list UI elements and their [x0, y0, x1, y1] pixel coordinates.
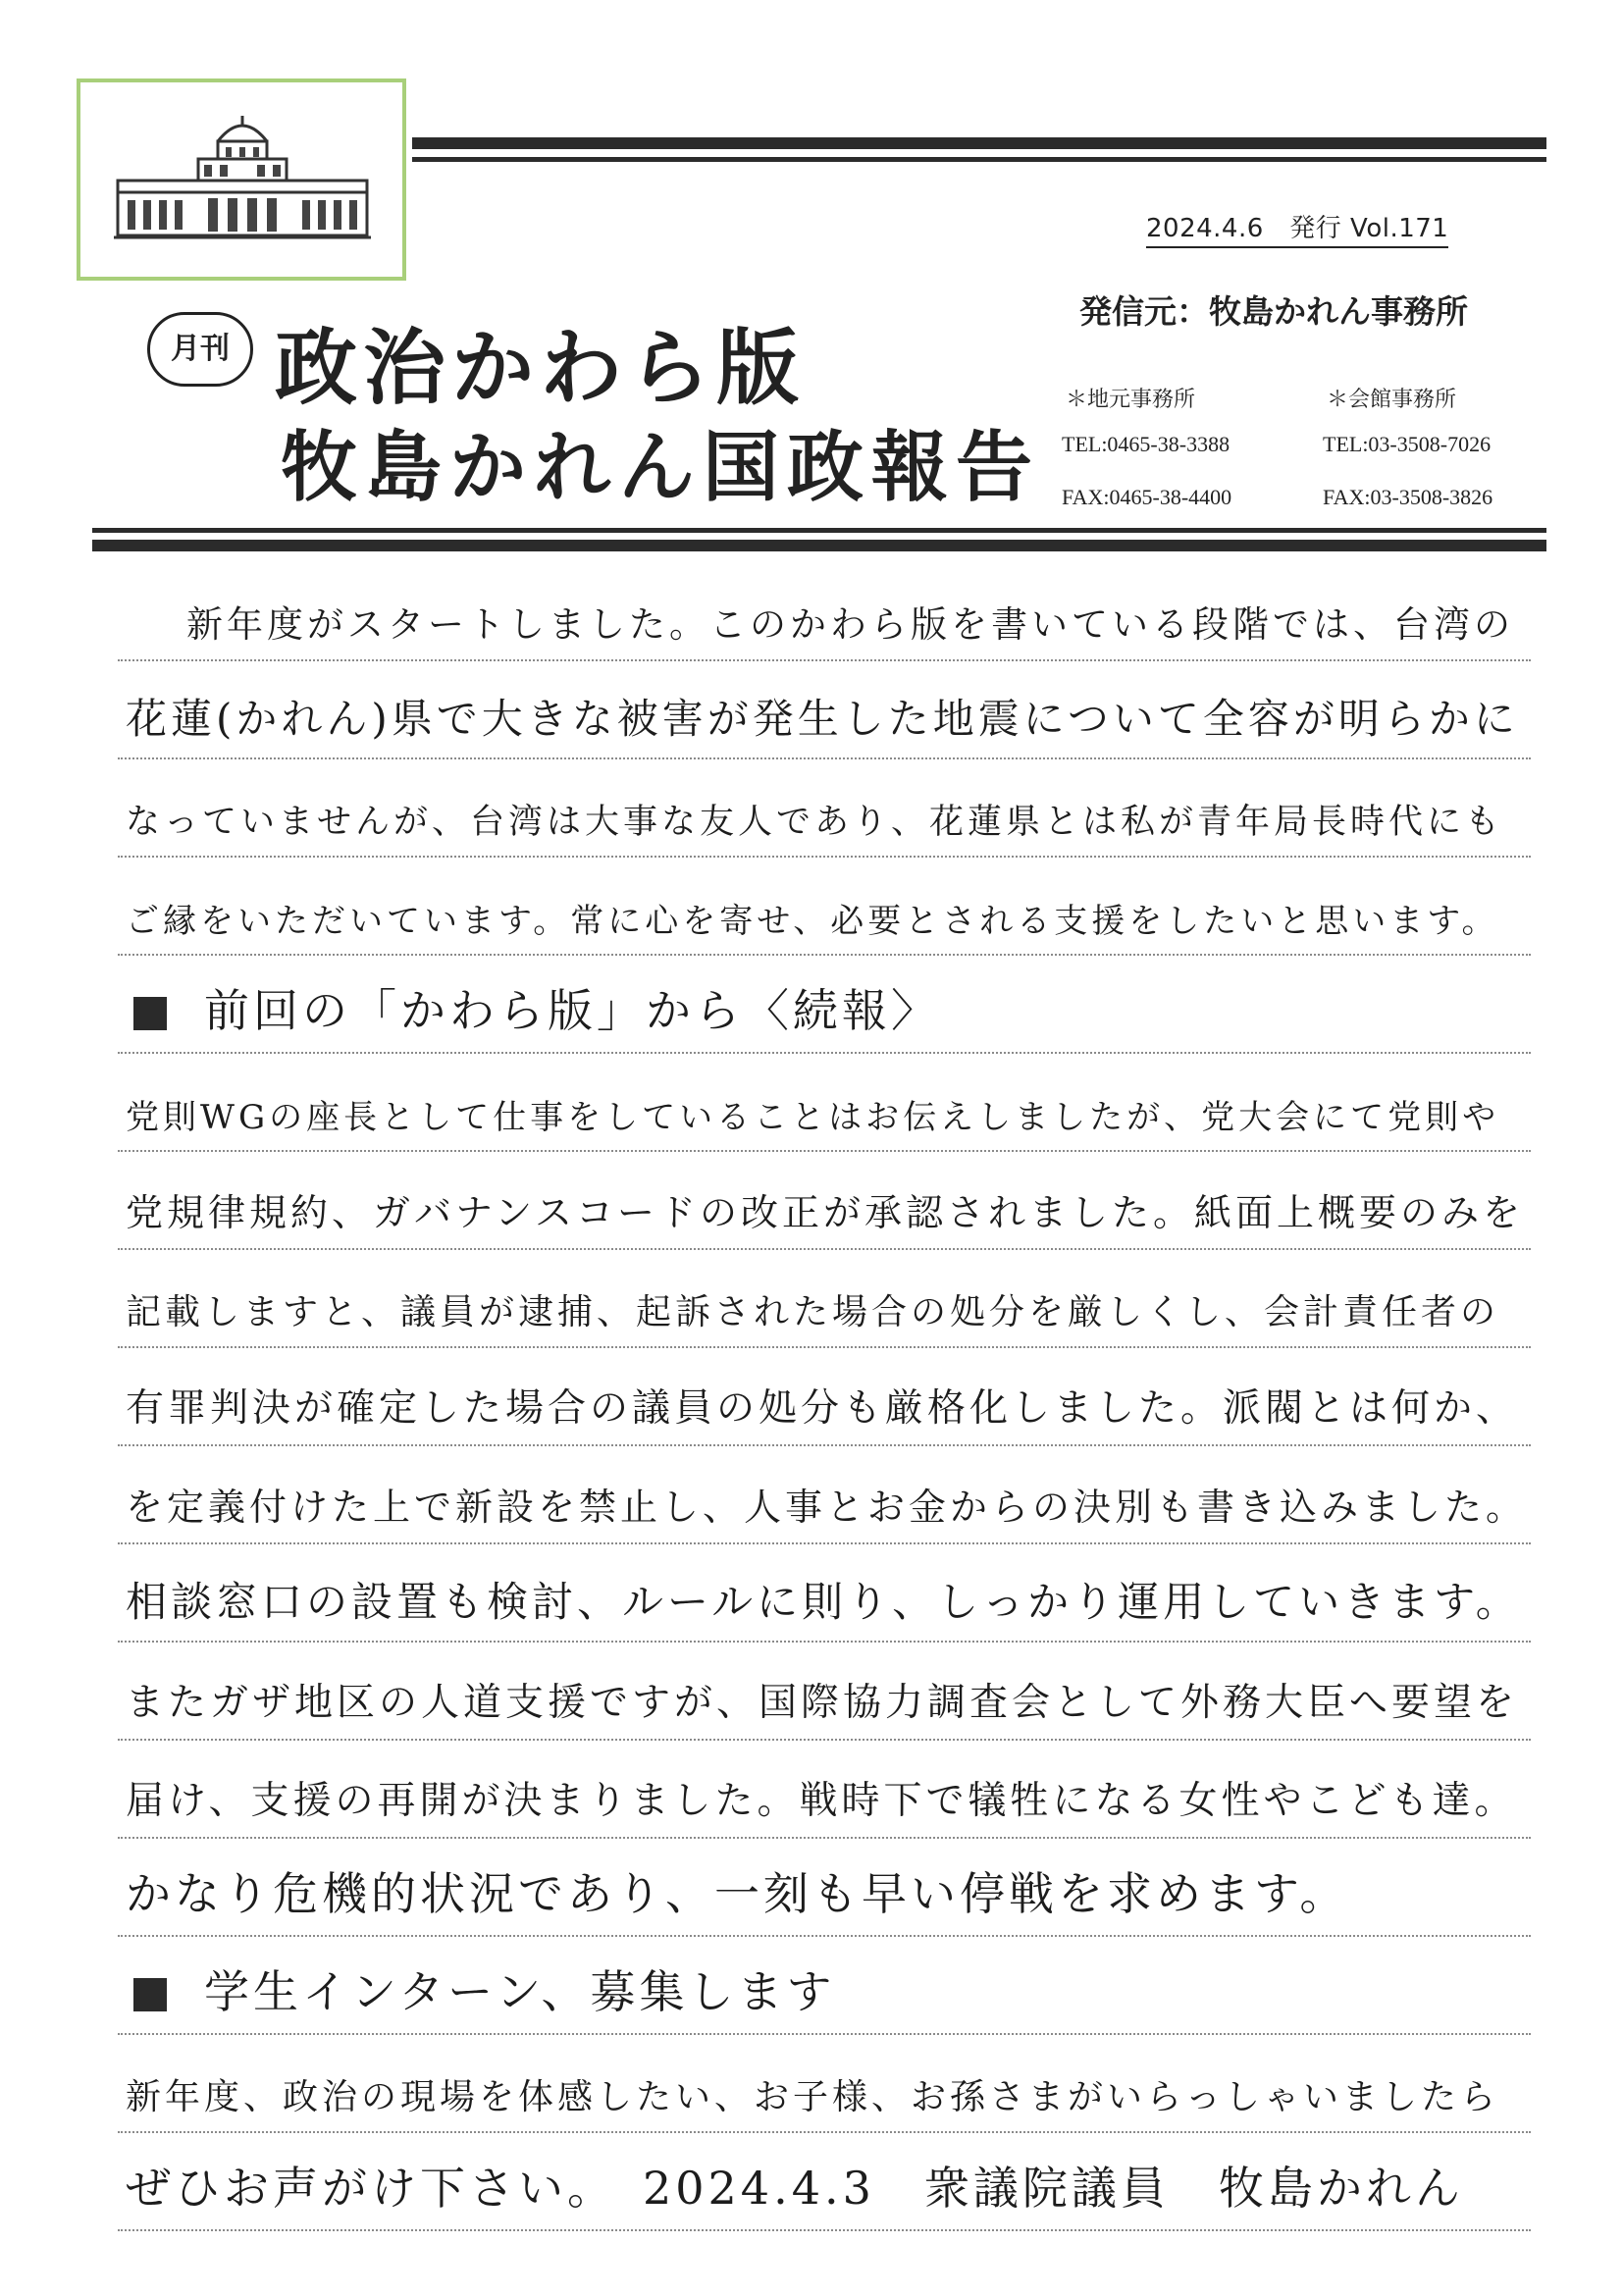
issue-date: 2024.4.6 発行 Vol.171	[1146, 208, 1448, 248]
diet-office-tel: TEL:03-3508-7026	[1323, 432, 1492, 456]
square-bullet-icon	[133, 1978, 167, 2011]
local-office-tel: TEL:0465-38-3388	[1062, 432, 1230, 456]
body-line: 有罪判決が確定した場合の議員の処分も厳格化しました。派閥とは何か、	[118, 1348, 1531, 1446]
body-line signature: ぜひお声がけ下さい。 2024.4.3 衆議院議員 牧島かれん	[118, 2133, 1531, 2231]
body-line: を定義付けた上で新設を禁止し、人事とお金からの決別も書き込みました。	[118, 1446, 1531, 1544]
publisher: 発信元：牧島かれん事務所	[1079, 292, 1468, 331]
body-line: 党則WGの座長として仕事をしていることはお伝えしましたが、党大会にて党則や	[118, 1054, 1531, 1152]
body-line: 花蓮(かれん)県で大きな被害が発生した地震について全容が明らかに	[118, 661, 1531, 759]
header-rule-bottom-1	[92, 528, 1546, 533]
body-line: 相談窓口の設置も検討、ルールに則り、しっかり運用していきます。	[118, 1544, 1531, 1643]
body-line: かなり危機的状況であり、一刻も早い停戦を求めます。	[118, 1839, 1531, 1937]
header-rule-bottom-2	[92, 540, 1546, 551]
letter-body	[118, 563, 1531, 2231]
header-rule-top-1	[412, 137, 1546, 149]
section-heading: 前回の「かわら版」から〈続報〉	[118, 956, 1531, 1054]
body-line: 記載しますと、議員が逮捕、起訴された場合の処分を厳しくし、会計責任者の	[118, 1250, 1531, 1348]
body-line: 党規律規約、ガバナンスコードの改正が承認されました。紙面上概要のみを	[118, 1152, 1531, 1250]
body-line: 新年度、政治の現場を体感したい、お子様、お孫さまがいらっしゃいましたら	[118, 2035, 1531, 2133]
body-line: なっていませんが、台湾は大事な友人であり、花蓮県とは私が青年局長時代にも	[118, 759, 1531, 858]
diet-building-icon	[110, 112, 375, 249]
logo-frame	[77, 78, 406, 281]
newsletter-subtitle: 牧島かれん国政報告	[281, 424, 1041, 512]
diet-office-label: ＊会館事務所	[1327, 388, 1457, 412]
local-office-fax: FAX:0465-38-4400	[1062, 485, 1232, 509]
newsletter-title: 政治かわら版	[275, 320, 806, 416]
diet-office-fax: FAX:03-3508-3826	[1323, 485, 1493, 509]
local-office-label: ＊地元事務所	[1066, 388, 1196, 412]
section-heading: 学生インターン、募集します	[118, 1937, 1531, 2035]
body-line: 新年度がスタートしました。このかわら版を書いている段階では、台湾の	[118, 563, 1531, 661]
square-bullet-icon	[133, 997, 167, 1030]
body-line: 届け、支援の再開が決まりました。戦時下で犠牲になる女性やこども達。	[118, 1741, 1531, 1839]
header-rule-top-2	[412, 157, 1546, 162]
body-line: またガザ地区の人道支援ですが、国際協力調査会として外務大臣へ要望を	[118, 1643, 1531, 1741]
body-line: ご縁をいただいています。常に心を寄せ、必要とされる支援をしたいと思います。	[118, 858, 1531, 956]
monthly-badge: 月刊	[147, 312, 253, 387]
